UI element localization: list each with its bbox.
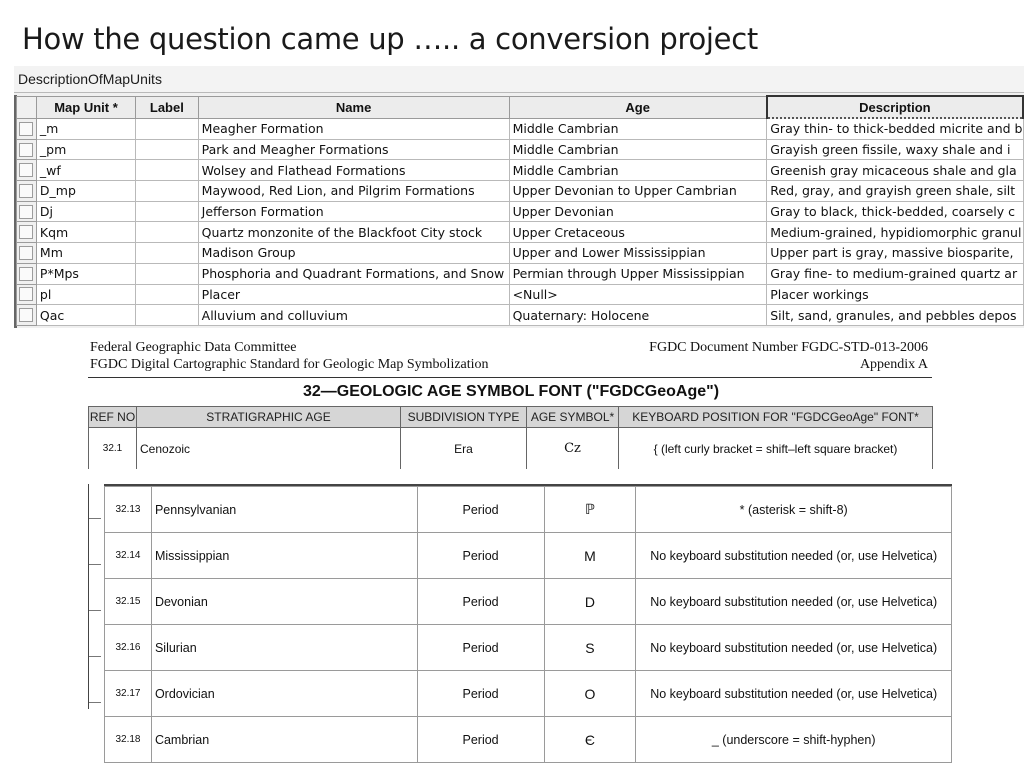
- table-row[interactable]: [17, 160, 1024, 181]
- keyboard-position-cell: _ (underscore = shift-hyphen): [636, 717, 952, 763]
- doc-header-appendix: Appendix A: [859, 357, 928, 372]
- keyboard-position-cell: No keyboard substitution needed (or, use Helvetica): [636, 625, 952, 671]
- description-cell[interactable]: Gray to black, thick-bedded, coarsely c: [767, 201, 1023, 222]
- name-cell[interactable]: Placer: [198, 284, 509, 305]
- stratigraphic-age-cell: Cambrian: [151, 717, 417, 763]
- name-cell[interactable]: Quartz monzonite of the Blackfoot City stock: [198, 222, 509, 243]
- age-cell[interactable]: Upper Devonian to Upper Cambrian: [509, 181, 767, 202]
- name-cell[interactable]: Phosphoria and Quadrant Formations, and Snow: [198, 263, 509, 284]
- name-cell[interactable]: Maywood, Red Lion, and Pilgrim Formations: [198, 181, 509, 202]
- age-symbol-table: [88, 406, 933, 469]
- ref-no-cell: 32.14: [105, 533, 152, 579]
- map-unit-cell[interactable]: Dj: [36, 201, 135, 222]
- label-cell[interactable]: [136, 263, 199, 284]
- ref-no-cell: 32.1: [89, 428, 137, 470]
- row-selector[interactable]: [17, 181, 37, 202]
- ref-no-cell: 32.13: [105, 487, 152, 533]
- description-cell[interactable]: Grayish green fissile, waxy shale and i: [767, 139, 1023, 160]
- row-selector[interactable]: [17, 139, 37, 160]
- row-selector[interactable]: [17, 284, 37, 305]
- description-cell[interactable]: Placer workings: [767, 284, 1023, 305]
- row-selector[interactable]: [17, 201, 37, 222]
- slide-title: How the question came up ….. a conversion project: [22, 22, 758, 56]
- age-symbol-cell: D: [544, 579, 636, 625]
- subdivision-type-cell: Period: [417, 717, 544, 763]
- row-selector[interactable]: [17, 243, 37, 264]
- label-cell[interactable]: [136, 222, 199, 243]
- table-row: [105, 487, 952, 533]
- subdivision-type-cell: Period: [417, 487, 544, 533]
- ref-no-cell: 32.18: [105, 717, 152, 763]
- period-symbol-table: [104, 486, 952, 763]
- label-cell[interactable]: [136, 118, 199, 139]
- table-row: [105, 579, 952, 625]
- ref-no-cell: 32.15: [105, 579, 152, 625]
- fgdc-document-excerpt: [88, 336, 934, 486]
- underlying-table-edge: [88, 484, 103, 709]
- label-cell[interactable]: [136, 305, 199, 326]
- description-cell[interactable]: Gray fine- to medium-grained quartz ar: [767, 263, 1023, 284]
- age-symbol-cell: Cz: [527, 428, 619, 470]
- col-stratigraphic-age: STRATIGRAPHIC AGE: [137, 407, 401, 428]
- age-symbol-cell: Є: [544, 717, 636, 763]
- subdivision-type-cell: Period: [417, 671, 544, 717]
- column-header-map-unit[interactable]: Map Unit *: [36, 96, 135, 118]
- column-header-label[interactable]: Label: [136, 96, 199, 118]
- name-cell[interactable]: Alluvium and colluvium: [198, 305, 509, 326]
- name-cell[interactable]: Madison Group: [198, 243, 509, 264]
- label-cell[interactable]: [136, 139, 199, 160]
- table-row[interactable]: [17, 201, 1024, 222]
- age-symbol-cell: M: [544, 533, 636, 579]
- column-header-description[interactable]: Description: [767, 96, 1023, 118]
- table-row: [89, 428, 933, 470]
- keyboard-position-cell: No keyboard substitution needed (or, use Helvetica): [636, 579, 952, 625]
- table-row: [105, 671, 952, 717]
- doc-header-standard: FGDC Digital Cartographic Standard for Geologic Map Symbolization: [90, 357, 489, 372]
- age-cell[interactable]: Upper Devonian: [509, 201, 767, 222]
- keyboard-position-cell: No keyboard substitution needed (or, use Helvetica): [636, 533, 952, 579]
- description-cell[interactable]: Red, gray, and grayish green shale, silt: [767, 181, 1023, 202]
- col-subdivision-type: SUBDIVISION TYPE: [401, 407, 527, 428]
- label-cell[interactable]: [136, 284, 199, 305]
- map-unit-cell[interactable]: _pm: [36, 139, 135, 160]
- age-cell[interactable]: Upper and Lower Mississippian: [509, 243, 767, 264]
- subdivision-type-cell: Period: [417, 579, 544, 625]
- label-cell[interactable]: [136, 243, 199, 264]
- attribute-table-header: [17, 96, 1024, 118]
- row-selector[interactable]: [17, 160, 37, 181]
- table-row[interactable]: [17, 305, 1024, 326]
- subdivision-type-cell: Period: [417, 625, 544, 671]
- table-row: [105, 533, 952, 579]
- column-header-age[interactable]: Age: [509, 96, 767, 118]
- table-row[interactable]: [17, 118, 1024, 139]
- name-cell[interactable]: Park and Meagher Formations: [198, 139, 509, 160]
- row-selector-header[interactable]: [17, 96, 37, 118]
- stratigraphic-age-cell: Pennsylvanian: [151, 487, 417, 533]
- age-cell[interactable]: <Null>: [509, 284, 767, 305]
- age-cell[interactable]: Middle Cambrian: [509, 160, 767, 181]
- doc-header-doc-number: FGDC Document Number FGDC-STD-013-2006: [649, 340, 928, 355]
- doc-section-heading: 32—GEOLOGIC AGE SYMBOL FONT ("FGDCGeoAge"): [302, 383, 720, 400]
- attribute-table-title: DescriptionOfMapUnits: [14, 66, 1024, 93]
- stratigraphic-age-cell: Cenozoic: [137, 428, 401, 470]
- description-cell[interactable]: Medium-grained, hypidiomorphic granul: [767, 222, 1023, 243]
- name-cell[interactable]: Wolsey and Flathead Formations: [198, 160, 509, 181]
- map-unit-cell[interactable]: _wf: [36, 160, 135, 181]
- label-cell[interactable]: [136, 181, 199, 202]
- row-selector[interactable]: [17, 305, 37, 326]
- map-unit-cell[interactable]: Mm: [36, 243, 135, 264]
- subdivision-type-cell: Period: [417, 533, 544, 579]
- age-symbol-table-header: [89, 407, 933, 428]
- map-unit-cell[interactable]: pl: [36, 284, 135, 305]
- keyboard-position-cell: { (left curly bracket = shift–left square bracket): [619, 428, 933, 470]
- age-cell[interactable]: Permian through Upper Mississippian: [509, 263, 767, 284]
- table-row[interactable]: [17, 139, 1024, 160]
- stratigraphic-age-cell: Silurian: [151, 625, 417, 671]
- description-cell[interactable]: Gray thin- to thick-bedded micrite and b: [767, 118, 1023, 139]
- attribute-table: [16, 95, 1024, 326]
- col-ref-no: REF NO: [89, 407, 137, 428]
- name-cell[interactable]: Meagher Formation: [198, 118, 509, 139]
- doc-header-rule: [88, 377, 932, 378]
- attribute-table-window: [14, 66, 1024, 328]
- map-unit-cell[interactable]: D_mp: [36, 181, 135, 202]
- ref-no-cell: 32.16: [105, 625, 152, 671]
- description-cell[interactable]: Upper part is gray, massive biosparite,: [767, 243, 1023, 264]
- age-symbol-cell: ℙ: [544, 487, 636, 533]
- map-unit-cell[interactable]: _m: [36, 118, 135, 139]
- doc-header-committee: Federal Geographic Data Committee: [90, 340, 297, 355]
- row-selector[interactable]: [17, 263, 37, 284]
- ref-no-cell: 32.17: [105, 671, 152, 717]
- row-selector[interactable]: [17, 118, 37, 139]
- stratigraphic-age-cell: Ordovician: [151, 671, 417, 717]
- table-row: [105, 625, 952, 671]
- map-unit-cell[interactable]: Kqm: [36, 222, 135, 243]
- description-cell[interactable]: Greenish gray micaceous shale and gla: [767, 160, 1023, 181]
- col-age-symbol: AGE SYMBOL*: [527, 407, 619, 428]
- age-cell[interactable]: Quaternary: Holocene: [509, 305, 767, 326]
- name-cell[interactable]: Jefferson Formation: [198, 201, 509, 222]
- column-header-name[interactable]: Name: [198, 96, 509, 118]
- map-unit-cell[interactable]: P*Mps: [36, 263, 135, 284]
- table-row[interactable]: [17, 222, 1024, 243]
- map-unit-cell[interactable]: Qac: [36, 305, 135, 326]
- age-cell[interactable]: Upper Cretaceous: [509, 222, 767, 243]
- table-row[interactable]: [17, 181, 1024, 202]
- label-cell[interactable]: [136, 160, 199, 181]
- age-symbol-cell: S: [544, 625, 636, 671]
- row-selector[interactable]: [17, 222, 37, 243]
- keyboard-position-cell: No keyboard substitution needed (or, use Helvetica): [636, 671, 952, 717]
- age-cell[interactable]: Middle Cambrian: [509, 118, 767, 139]
- stratigraphic-age-cell: Mississippian: [151, 533, 417, 579]
- table-row: [105, 717, 952, 763]
- subdivision-type-cell: Era: [401, 428, 527, 470]
- col-keyboard-position: KEYBOARD POSITION FOR "FGDCGeoAge" FONT*: [619, 407, 933, 428]
- period-symbol-table-overlay: [104, 484, 952, 770]
- table-row[interactable]: [17, 243, 1024, 264]
- description-cell[interactable]: Silt, sand, granules, and pebbles depos: [767, 305, 1023, 326]
- age-cell[interactable]: Middle Cambrian: [509, 139, 767, 160]
- keyboard-position-cell: * (asterisk = shift-8): [636, 487, 952, 533]
- stratigraphic-age-cell: Devonian: [151, 579, 417, 625]
- label-cell[interactable]: [136, 201, 199, 222]
- table-row[interactable]: [17, 263, 1024, 284]
- table-row[interactable]: [17, 284, 1024, 305]
- age-symbol-cell: O: [544, 671, 636, 717]
